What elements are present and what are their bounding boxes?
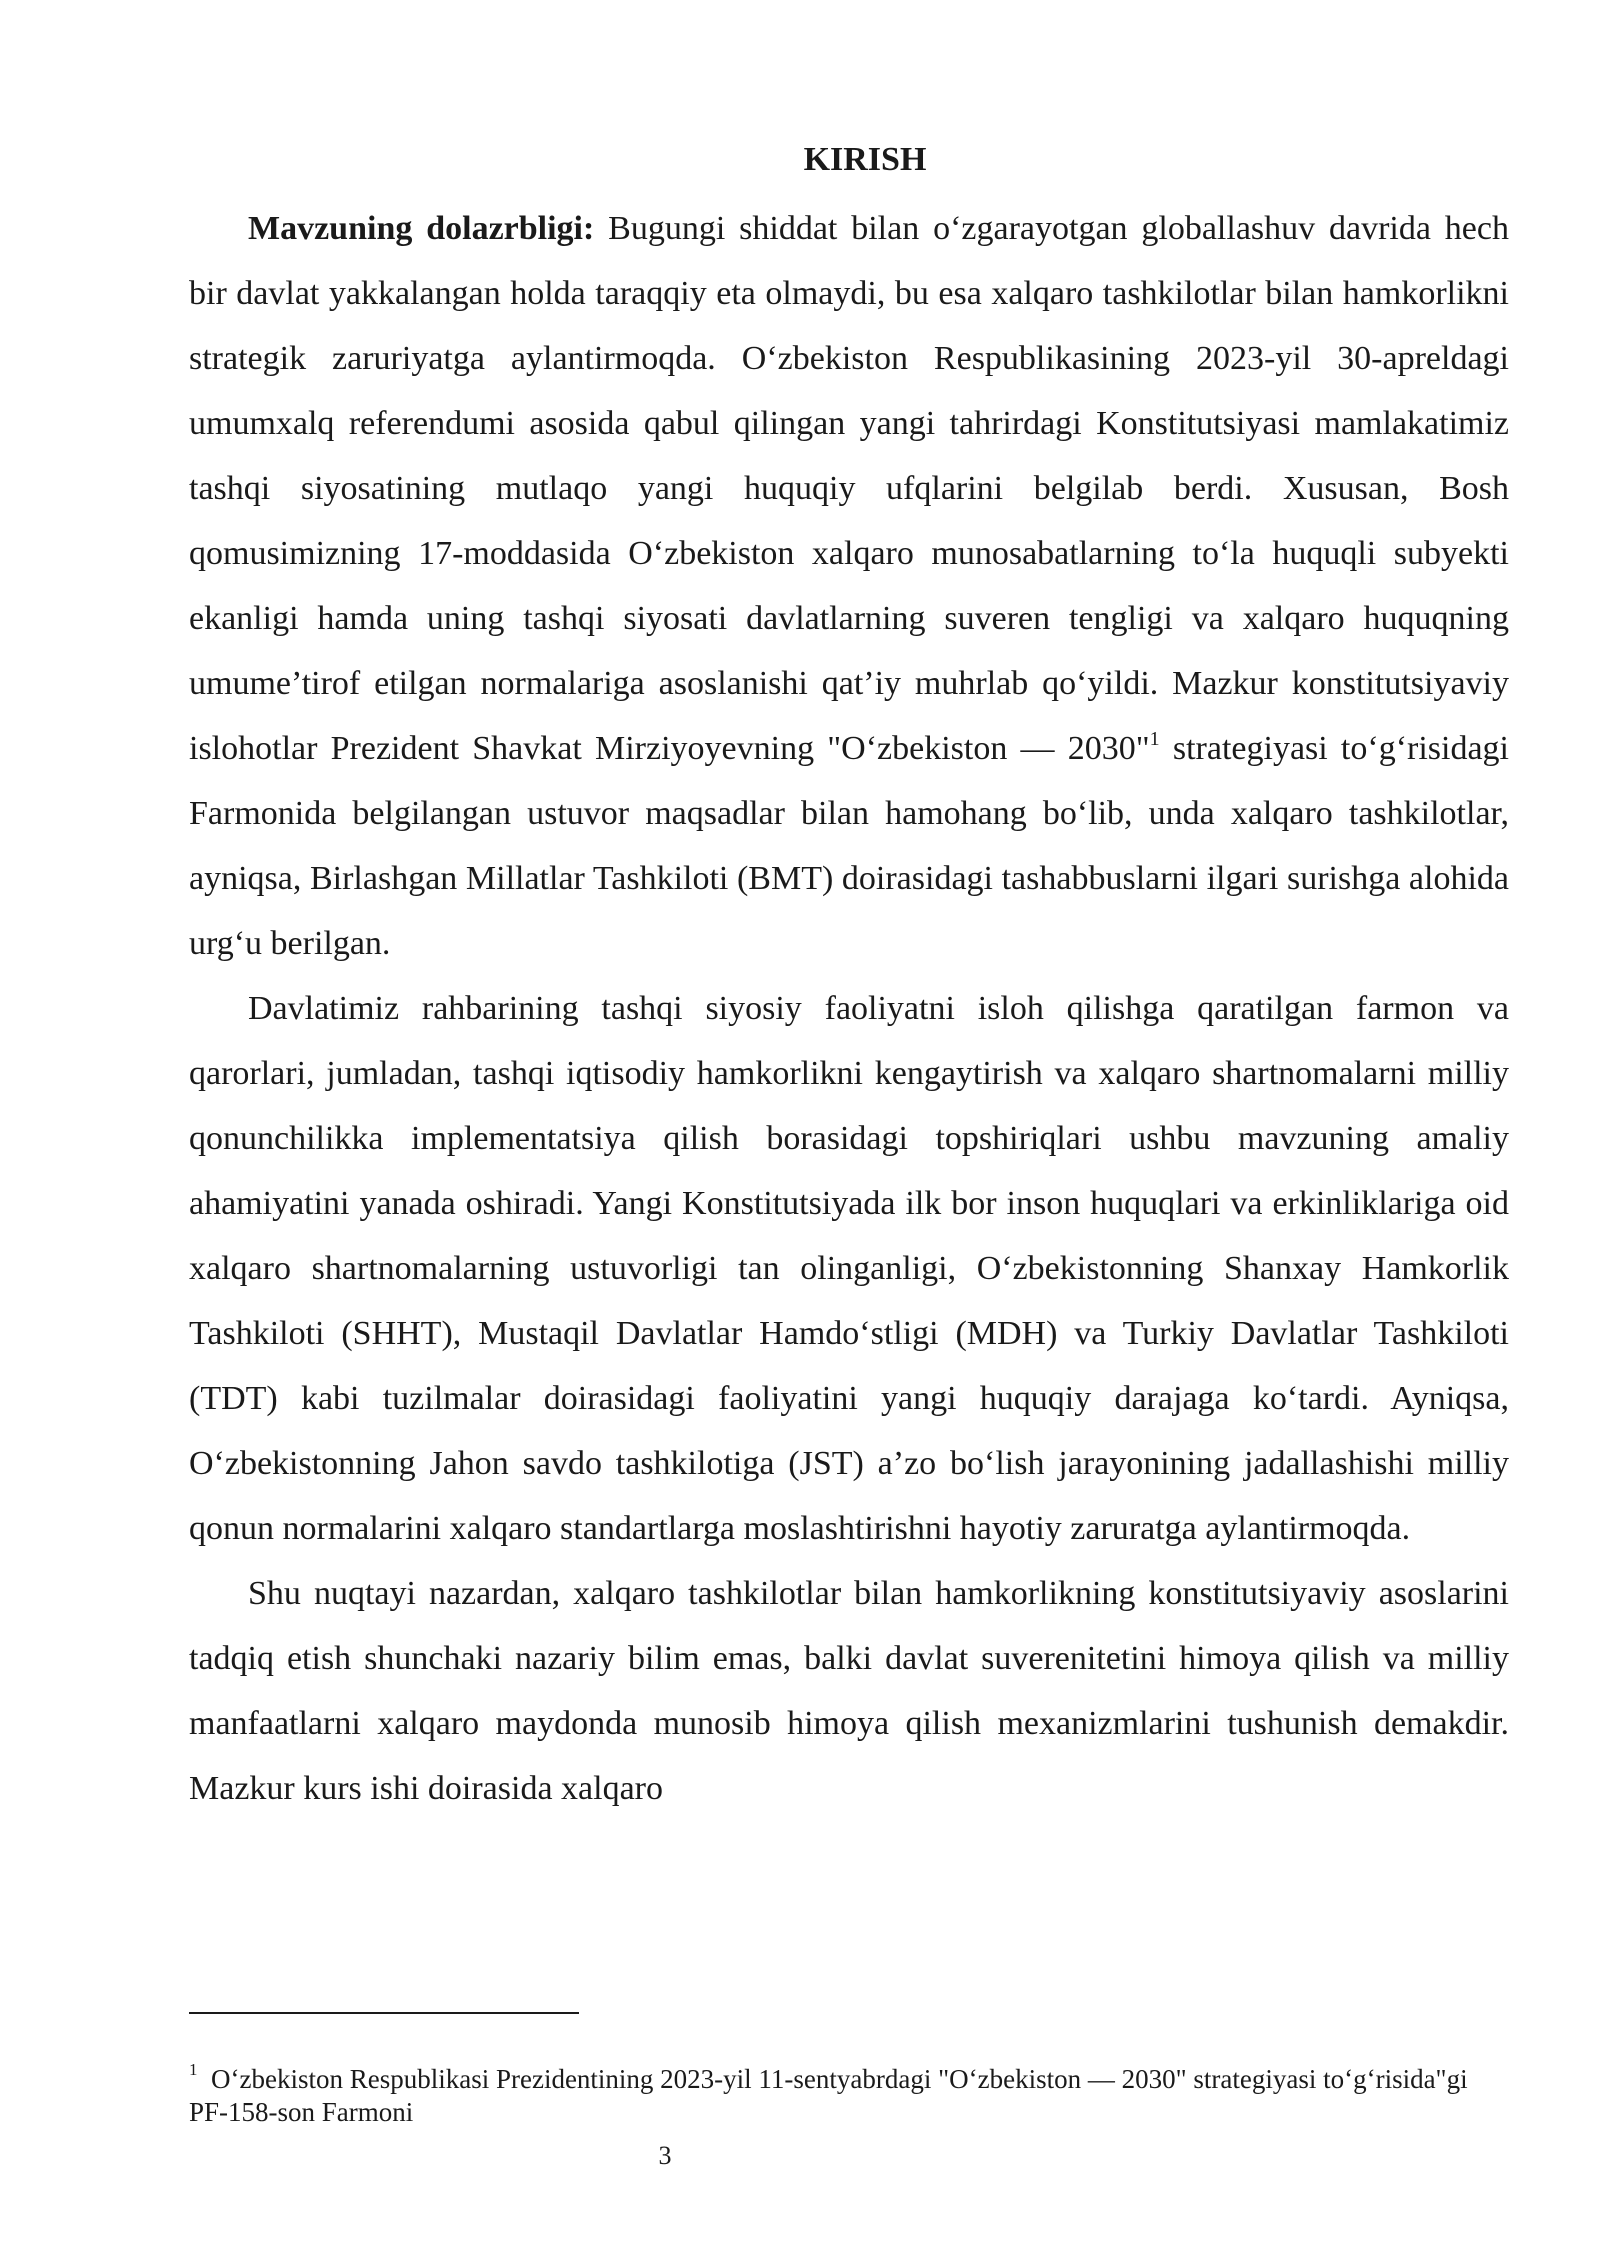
footnote-reference[interactable]: 1 bbox=[1149, 727, 1160, 750]
paragraph-lead: Mavzuning dolazrbligi: bbox=[248, 210, 595, 247]
footnote bbox=[189, 2060, 1509, 2129]
footnote-marker: 1 bbox=[189, 2060, 198, 2079]
paragraph-text: Bugungi shiddat bilan o‘zgarayotgan globallashuv davrida hech bir davlat yakkalangan holda taraqqiy eta olmaydi, bu esa xalqaro tashkilotlar bilan hamkorlikni strategik zaruriyatga aylantirmoqda. O‘zbekiston Respublikasining 2023-yil 30-apreldagi umumxalq referendumi asosida qabul qilingan yangi tahrirdagi Konstitutsiyasi mamlakatimiz tashqi siyosatining mutlaqo yangi huquqiy ufqlarini belgilab berdi. Xususan, Bosh qomusimizning 17-moddasida O‘zbekiston xalqaro munosabatlarning to‘la huquqli subyekti ekanligi hamda uning tashqi siyosati davlatlarning suveren tengligi va xalqaro huquqning umume’tirof etilgan normalariga asoslanishi qat’iy muhrlab qo‘yildi. Mazkur konstitutsiyaviy islohotlar Prezident Shavkat Mirziyoyevning "O‘zbekiston — 2030" bbox=[189, 210, 1509, 767]
paragraph-perspective: Shu nuqtayi nazardan, xalqaro tashkilotlar bilan hamkorlikning konstitutsiyaviy asoslarini tadqiq etish shunchaki nazariy bilim emas, balki davlat suverenitetini himoya qilish va milliy manfaatlarni xalqaro maydonda munosib himoya qilish mexanizmlarini tushunish demakdir. Mazkur kurs ishi doirasida xalqaro bbox=[189, 1575, 1509, 1807]
paragraph-policy: Davlatimiz rahbarining tashqi siyosiy faoliyatni isloh qilishga qaratilgan farmon va qarorlari, jumladan, tashqi iqtisodiy hamkorlikni kengaytirish va xalqaro shartnomalarni milliy qonunchilikka implementatsiya qilish borasidagi topshiriqlari ushbu mavzuning amaliy ahamiyatini yanada oshiradi. Yangi Konstitutsiyada ilk bor inson huquqlari va erkinliklariga oid xalqaro shartnomalarning ustuvorligi tan olinganligi, O‘zbekistonning Shanxay Hamkorlik Tashkiloti (SHHT), Mustaqil Davlatlar Hamdo‘stligi (MDH) va Turkiy Davlatlar Tashkiloti (TDT) kabi tuzilmalar doirasidagi faoliyatini yangi huquqiy darajaga ko‘tardi. Ayniqsa, O‘zbekistonning Jahon savdo tashkilotiga (JST) a’zo bo‘lish jarayonining jadallashishi milliy qonun normalarini xalqaro standartlarga moslashtirishni hayotiy zaruratga aylantirmoqda. bbox=[189, 990, 1509, 1547]
footnote-text: O‘zbekiston Respublikasi Prezidentining 2023-yil 11-sentyabrdagi "O‘zbekiston — 2030" strategiyasi to‘g‘risida"gi PF-158-son Farmoni bbox=[189, 2064, 1468, 2127]
paragraph-relevance bbox=[189, 196, 1509, 976]
body-text bbox=[189, 196, 1509, 1821]
footnote-separator bbox=[189, 2012, 579, 2014]
paragraph-text: strategiyasi to‘g‘risidagi Farmonida belgilangan ustuvor maqsadlar bilan hamohang bo‘lib, unda xalqaro tashkilotlar, ayniqsa, Birlashgan Millatlar Tashkiloti (BMT) doirasidagi tashabbuslarni ilgari surishga alohida urg‘u berilgan. bbox=[189, 730, 1509, 962]
page-number: 3 bbox=[658, 2141, 672, 2170]
page-heading: KIRISH bbox=[803, 141, 927, 178]
